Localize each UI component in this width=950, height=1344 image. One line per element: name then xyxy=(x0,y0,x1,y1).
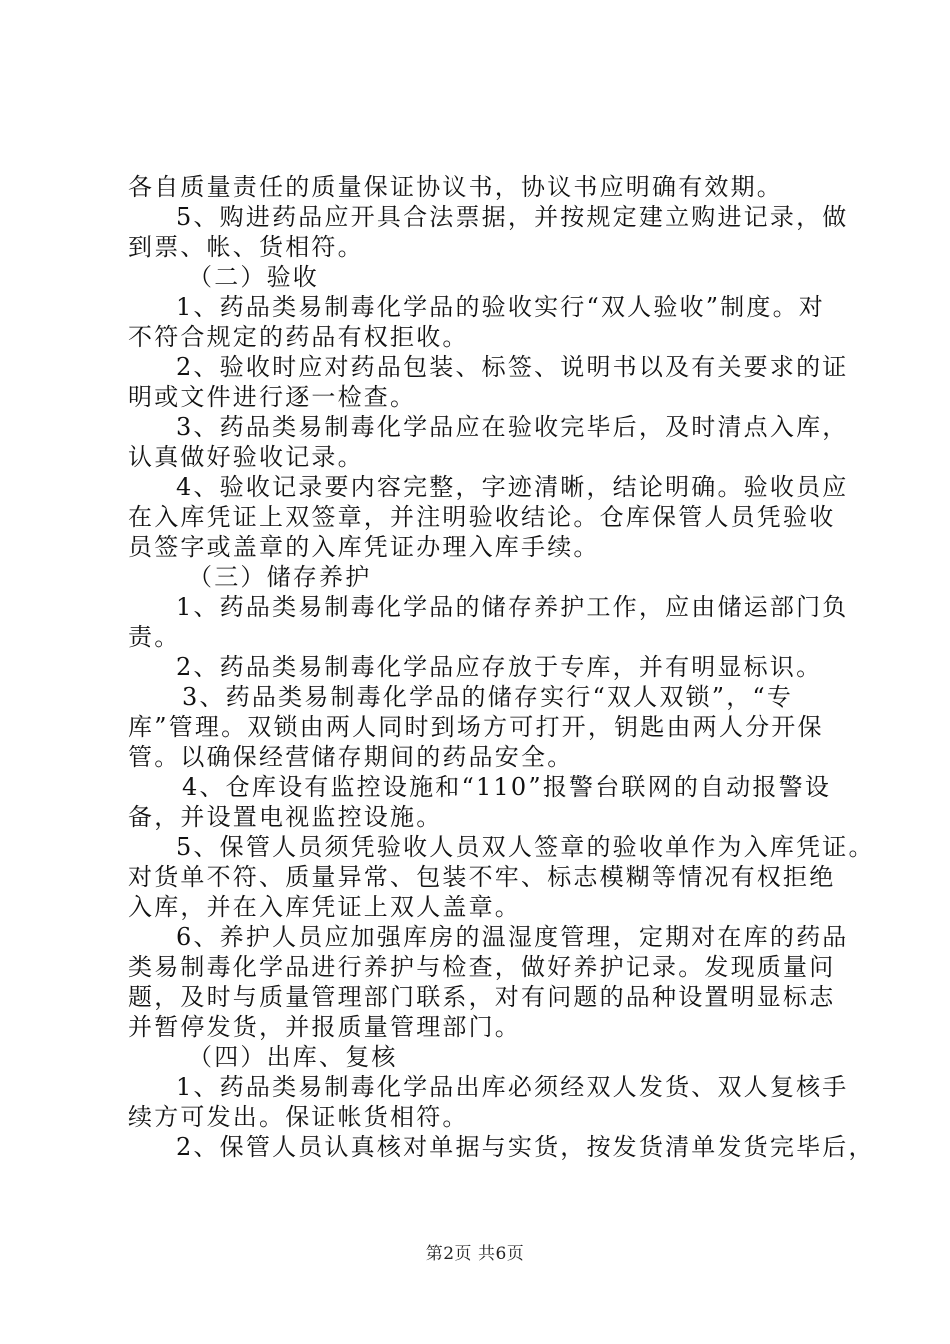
text-line: 2、保管人员认真核对单据与实货，按发货清单发货完毕后， xyxy=(176,1133,875,1161)
text-line: 3、药品类易制毒化学品的储存实行“双人双锁”，“专 xyxy=(182,683,794,711)
text-line: 2、药品类易制毒化学品应存放于专库，并有明显标识。 xyxy=(176,653,823,681)
text-line: 到票、帐、货相符。 xyxy=(128,233,364,261)
page-footer: 第2页 共6页 xyxy=(425,1244,525,1264)
text-line: 在入库凭证上双签章，并注明验收结论。仓库保管人员凭验收 xyxy=(128,503,836,531)
text-line: 员签字或盖章的入库凭证办理入库手续。 xyxy=(128,533,600,561)
text-line: 6、养护人员应加强库房的温湿度管理，定期对在库的药品 xyxy=(176,923,849,951)
text-line: 5、购进药品应开具合法票据，并按规定建立购进记录，做 xyxy=(176,203,849,231)
text-line: 3、药品类易制毒化学品应在验收完毕后，及时清点入库， xyxy=(176,413,849,441)
text-line: 4、验收记录要内容完整，字迹清晰，结论明确。验收员应 xyxy=(176,473,849,501)
section-heading: （三）储存养护 xyxy=(188,563,372,591)
text-line: 1、药品类易制毒化学品的验收实行“双人验收”制度。对 xyxy=(176,293,826,321)
text-line: 明或文件进行逐一检查。 xyxy=(128,383,417,411)
section-heading: （二）验收 xyxy=(188,263,319,291)
text-line: 不符合规定的药品有权拒收。 xyxy=(128,323,469,351)
section-heading: （四）出库、复核 xyxy=(188,1043,398,1071)
text-line: 管。以确保经营储存期间的药品安全。 xyxy=(128,743,574,771)
text-line: 5、保管人员须凭验收人员双人签章的验收单作为入库凭证。 xyxy=(176,833,875,861)
text-line: 1、药品类易制毒化学品的储存养护工作，应由储运部门负 xyxy=(176,593,849,621)
text-line: 各自质量责任的质量保证协议书，协议书应明确有效期。 xyxy=(128,173,783,201)
text-line: 责。 xyxy=(128,623,181,651)
text-line: 类易制毒化学品进行养护与检查，做好养护记录。发现质量问 xyxy=(128,953,836,981)
text-line: 2、验收时应对药品包装、标签、说明书以及有关要求的证 xyxy=(176,353,849,381)
text-line: 4、仓库设有监控设施和“110”报警台联网的自动报警设 xyxy=(182,773,832,801)
text-line: 续方可发出。保证帐货相符。 xyxy=(128,1103,469,1131)
document-body xyxy=(128,172,875,1162)
text-line: 认真做好验收记录。 xyxy=(128,443,364,471)
text-line: 备，并设置电视监控设施。 xyxy=(128,803,443,831)
text-line: 1、药品类易制毒化学品出库必须经双人发货、双人复核手 xyxy=(176,1073,849,1101)
text-line: 并暂停发货，并报质量管理部门。 xyxy=(128,1013,521,1041)
text-line: 入库，并在入库凭证上双人盖章。 xyxy=(128,893,521,921)
text-line: 题，及时与质量管理部门联系，对有问题的品种设置明显标志 xyxy=(128,983,836,1011)
text-line: 对货单不符、质量异常、包装不牢、标志模糊等情况有权拒绝 xyxy=(128,863,836,891)
text-line: 库”管理。双锁由两人同时到场方可打开，钥匙由两人分开保 xyxy=(128,713,824,741)
